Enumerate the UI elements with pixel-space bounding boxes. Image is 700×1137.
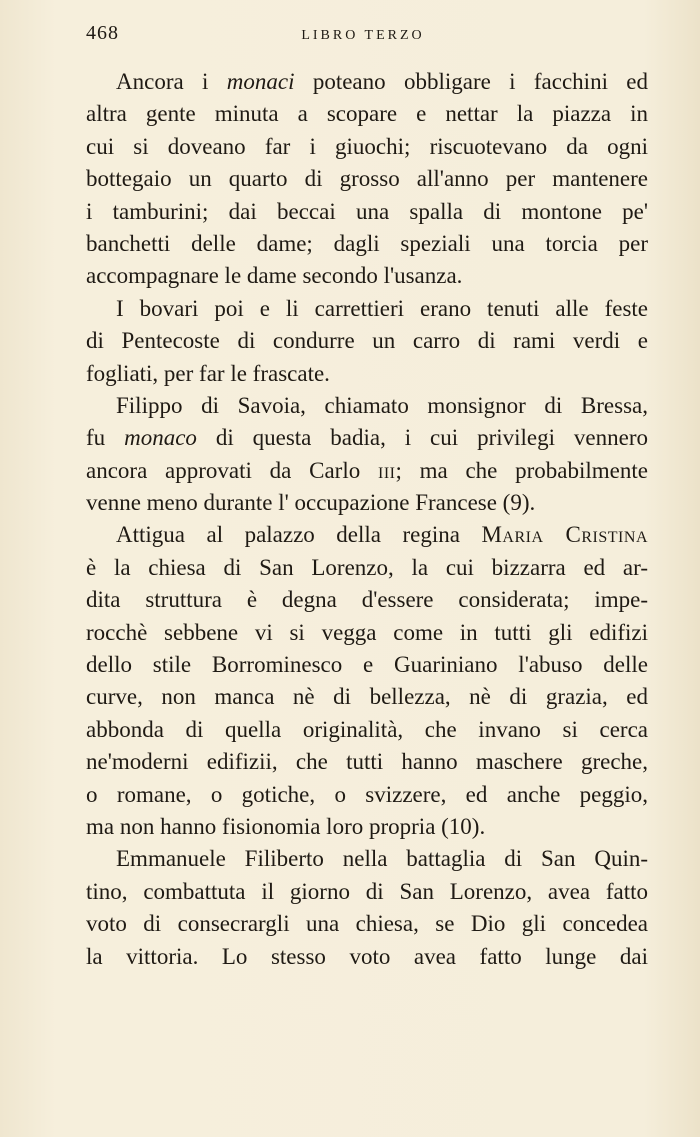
text-run: dello stile Borrominesco e Guariniano l'abuso delle xyxy=(86,652,648,678)
text-run: i tamburini; dai beccai una spalla di montone pe' xyxy=(86,198,648,224)
text-line xyxy=(86,487,648,519)
text-run: è la chiesa di San Lorenzo, la cui bizzarra ed ar- xyxy=(86,554,648,580)
text-line xyxy=(86,228,648,260)
text-run: di questa badia, i cui privilegi vennero xyxy=(196,425,648,451)
paragraph xyxy=(86,519,648,843)
text-line xyxy=(86,714,648,746)
text-run: o romane, o gotiche, o svizzere, ed anche peggio, xyxy=(86,781,648,807)
small-caps-text: Maria Cristina xyxy=(481,522,648,548)
text-run: rocchè sebbene vi si vegga come in tutti gli edifizi xyxy=(86,619,648,645)
small-caps-text: iii xyxy=(377,457,396,483)
text-run: tino, combattuta il giorno di San Lorenzo, avea fatto xyxy=(86,878,648,904)
text-line xyxy=(86,66,648,98)
text-line xyxy=(86,811,648,843)
text-run: accompagnare le dame secondo l'usanza. xyxy=(86,263,463,289)
paragraph xyxy=(86,843,648,973)
paragraph xyxy=(86,293,648,390)
text-line xyxy=(86,584,648,616)
text-line xyxy=(86,649,648,681)
text-line xyxy=(86,552,648,584)
text-line xyxy=(86,617,648,649)
text-line xyxy=(86,358,648,390)
text-line xyxy=(86,941,648,973)
text-line xyxy=(86,843,648,875)
text-line xyxy=(86,779,648,811)
text-run: ne'moderni edifizii, che tutti hanno maschere greche, xyxy=(86,749,648,775)
italic-word: monaco xyxy=(124,425,197,451)
text-run: banchetti delle dame; dagli speziali una torcia per xyxy=(86,230,648,256)
paragraph xyxy=(86,390,648,520)
text-run: Emmanuele Filiberto nella battaglia di San Quin- xyxy=(116,846,648,872)
text-line xyxy=(86,163,648,195)
text-run: venne meno durante l' occupazione Francese (9). xyxy=(86,490,536,516)
text-run: fogliati, per far le frascate. xyxy=(86,360,330,386)
text-line xyxy=(86,196,648,228)
text-run: poteano obbligare i facchini ed xyxy=(294,69,649,94)
text-line xyxy=(86,519,648,551)
page-header xyxy=(86,22,640,52)
text-line xyxy=(86,876,648,908)
text-line xyxy=(86,422,648,454)
paragraph xyxy=(86,66,648,293)
text-run: ancora approvati da Carlo xyxy=(86,457,378,483)
text-run: voto di consecrargli una chiesa, se Dio gli concedea xyxy=(86,911,648,937)
text-line xyxy=(86,681,648,713)
text-run: la vittoria. Lo stesso voto avea fatto lunge dai xyxy=(86,943,648,969)
text-run: ; ma che probabilmente xyxy=(395,457,648,483)
text-run: fu xyxy=(86,425,125,451)
text-run: altra gente minuta a scopare e nettar la piazza in xyxy=(86,101,648,127)
text-line xyxy=(86,908,648,940)
text-line xyxy=(86,260,648,292)
text-run: I bovari poi e li carrettieri erano tenuti alle feste xyxy=(116,295,648,321)
running-head: LIBRO TERZO xyxy=(301,28,425,43)
text-run: Ancora i xyxy=(116,69,227,94)
text-line xyxy=(86,746,648,778)
text-run: curve, non manca nè di bellezza, nè di grazia, ed xyxy=(86,684,648,710)
text-run: dita struttura è degna d'essere considerata; impe- xyxy=(86,587,648,613)
text-run: cui si doveano far i giuochi; riscuotevano da ogni xyxy=(86,133,648,159)
text-line xyxy=(86,98,648,130)
text-run: ma non hanno fisionomia loro propria (10). xyxy=(86,813,486,839)
text-run: bottegaio un quarto di grosso all'anno per mantenere xyxy=(86,166,648,192)
text-run: Filippo di Savoia, chiamato monsignor di Bressa, xyxy=(116,392,648,418)
page-number: 468 xyxy=(86,22,119,44)
text-run: di Pentecoste di condurre un carro di rami verdi e xyxy=(86,328,648,354)
text-line xyxy=(86,131,648,163)
text-line xyxy=(86,293,648,325)
text-line xyxy=(86,325,648,357)
text-run: Attigua al palazzo della regina xyxy=(116,522,482,548)
body-text xyxy=(86,66,648,973)
text-line xyxy=(86,390,648,422)
text-line xyxy=(86,455,648,487)
text-run: abbonda di quella originalità, che invano si cerca xyxy=(86,716,648,742)
italic-word: monaci xyxy=(226,69,295,94)
